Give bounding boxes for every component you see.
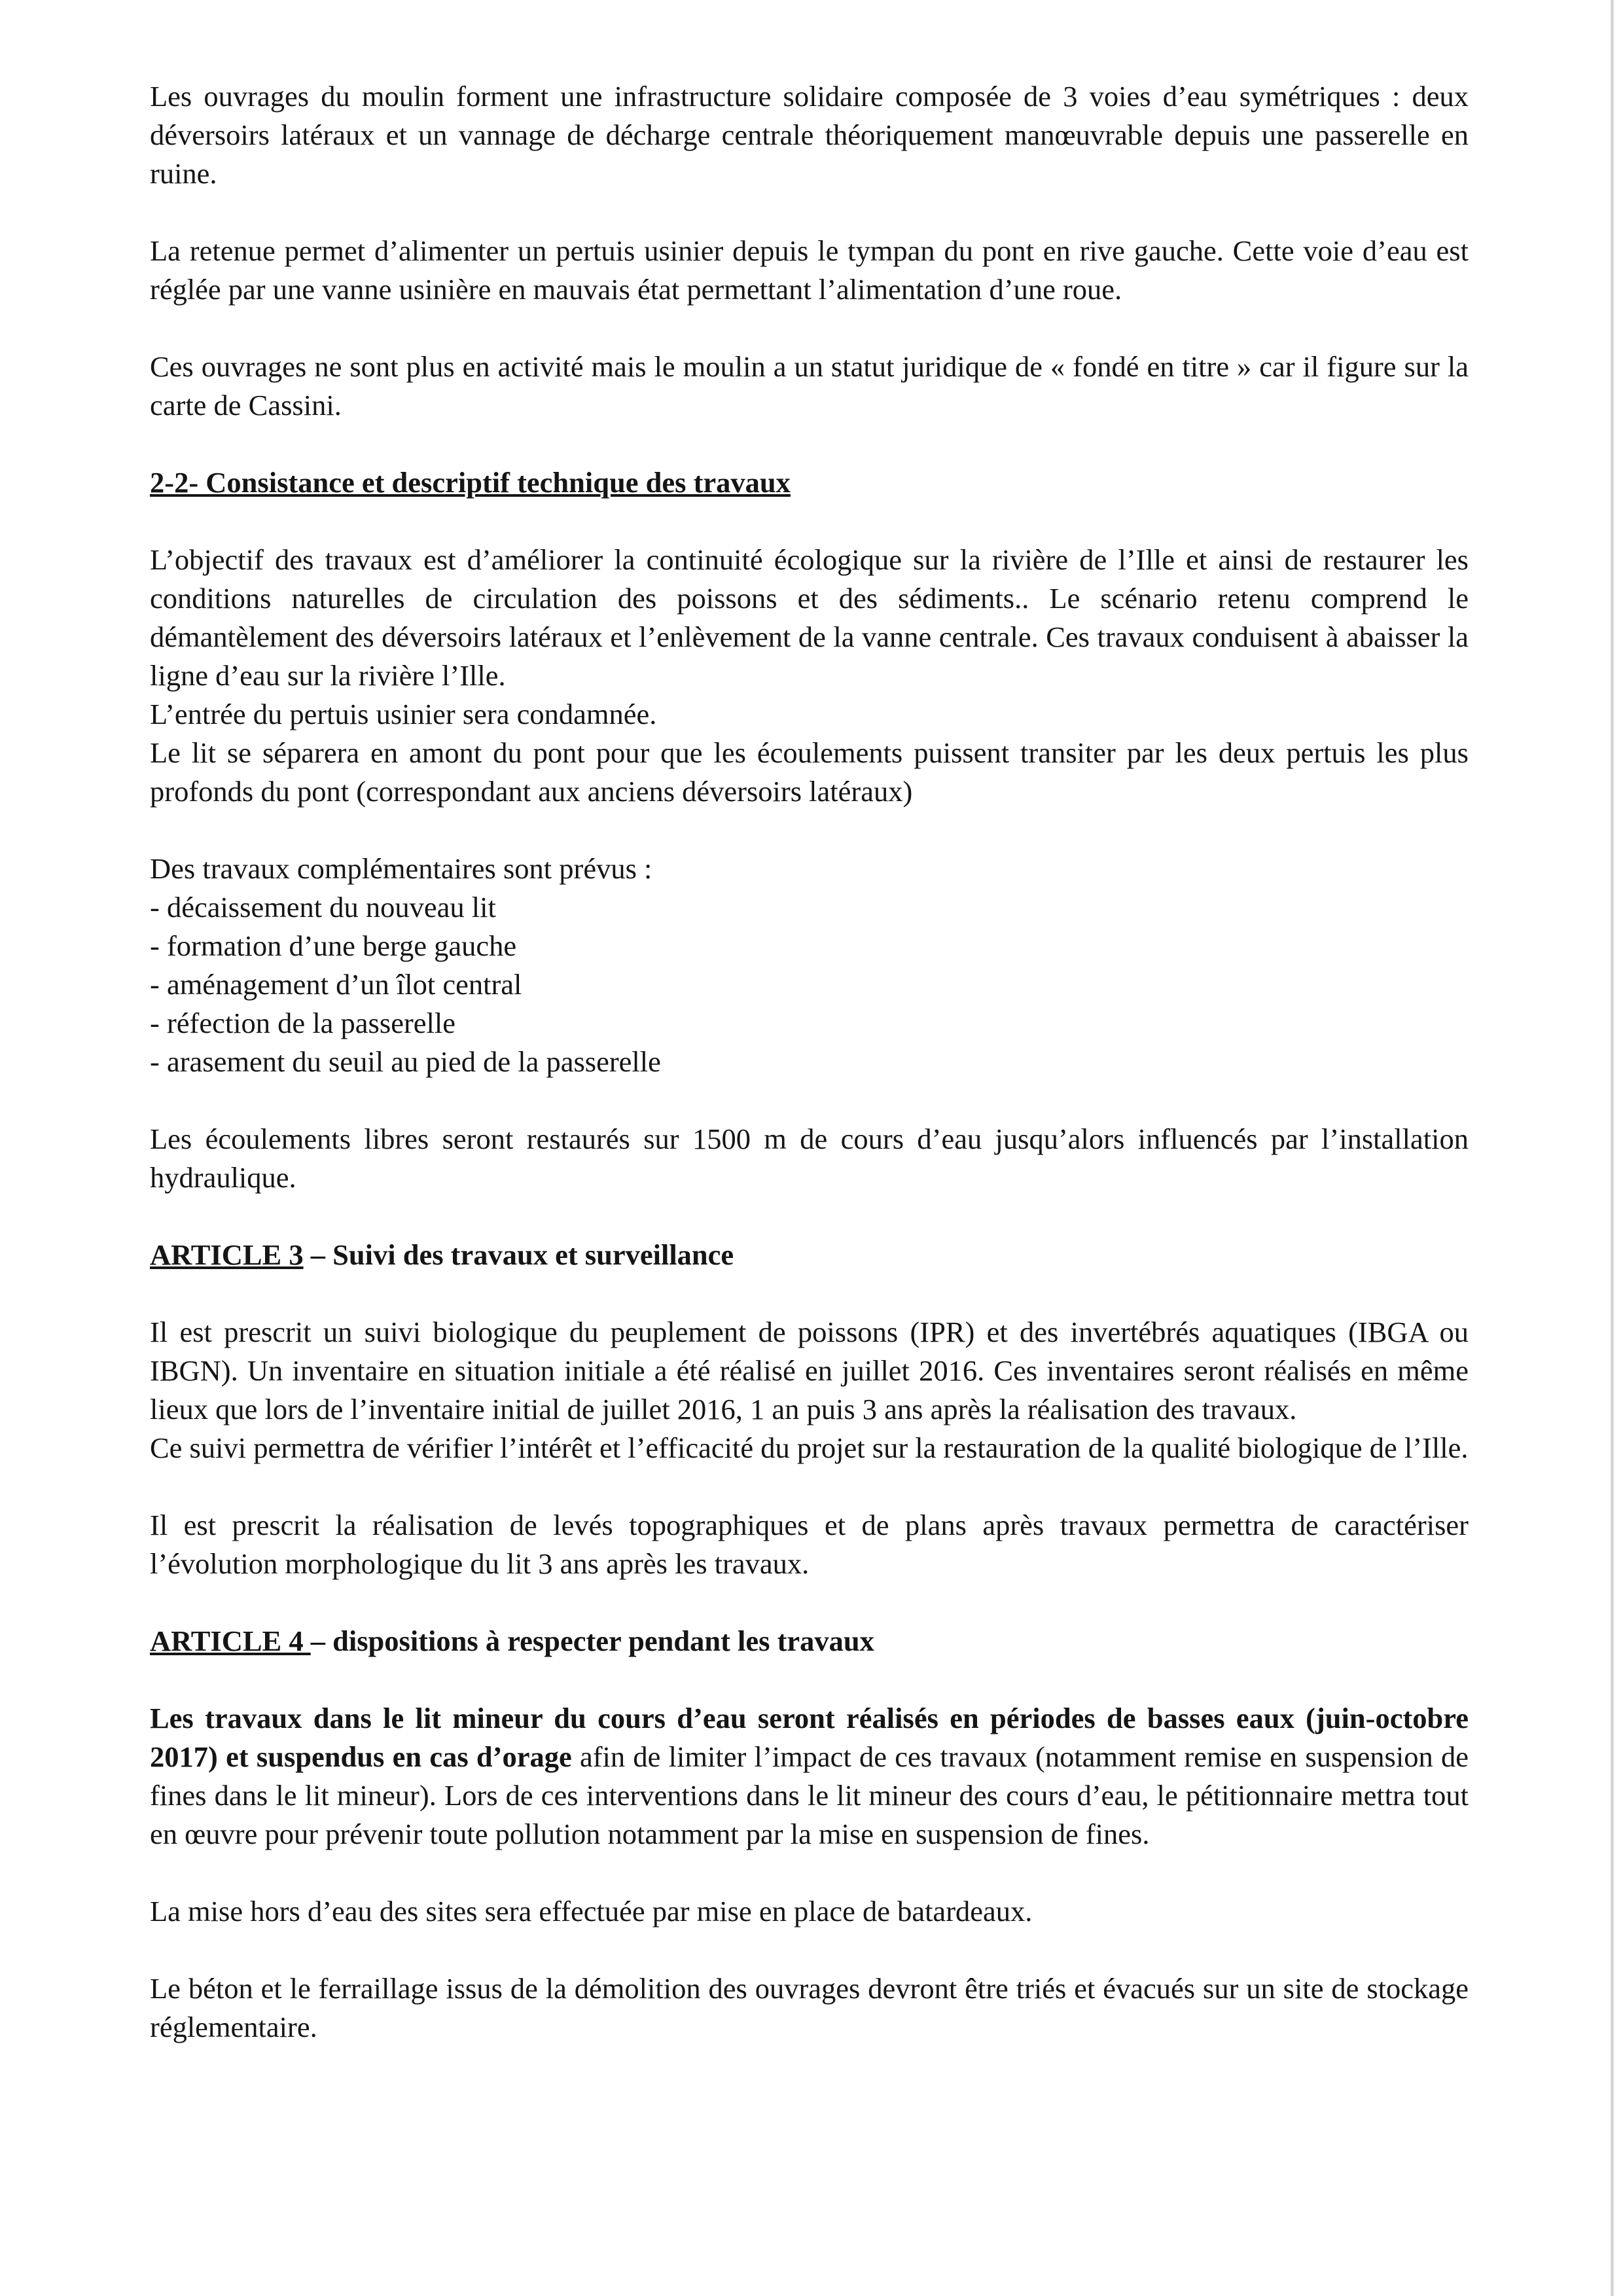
list-item: - arasement du seuil au pied de la passerelle — [150, 1045, 661, 1078]
paragraph-leves-topographiques: Il est prescrit la réalisation de levés topographiques et de plans après travaux permettra de caractériser l’évolution morphologique du lit 3 ans après les travaux. — [150, 1509, 1469, 1580]
paragraph-suivi-interet: Ce suivi permettra de vérifier l’intérêt et l’efficacité du projet sur la restauration de la qualité biologique de l’Ille. — [150, 1431, 1469, 1464]
article-3-label: ARTICLE 3 — [150, 1238, 304, 1271]
list-item: - décaissement du nouveau lit — [150, 891, 496, 924]
list-item: - formation d’une berge gauche — [150, 929, 517, 962]
paragraph-objectif: L’objectif des travaux est d’améliorer la continuité écologique sur la rivière de l’Ille et ainsi de restaurer les conditions naturelles de circulation des poissons et des sédiments.. Le scénario retenu comprend le démantèlement des déversoirs latéraux et l’enlèvement de la vanne centrale. Ces travaux conduisent à abaisser la ligne d’eau sur la rivière l’Ille. — [150, 543, 1469, 692]
list-item: - réfection de la passerelle — [150, 1007, 455, 1039]
document-body — [150, 77, 1469, 2047]
list-item: - aménagement d’un îlot central — [150, 968, 522, 1001]
paragraph-periodes-bold: Les travaux dans le lit mineur du cours d’eau seront réalisés en périodes de basses eaux (juin-octobre 2017) et suspendus en cas d’orage — [150, 1702, 1469, 1773]
article-4-label: ARTICLE 4 — [150, 1624, 311, 1657]
paragraph-suivi-biologique: Il est prescrit un suivi biologique du peuplement de poissons (IPR) et des invertébrés aquatiques (IBGA ou IBGN). Un inventaire en situation initiale a été réalisé en juillet 2016. Ces inventaires seront réalisés en même lieux que lors de l’inventaire initial de juillet 2016, 1 an puis 3 ans après la réalisation des travaux. — [150, 1316, 1469, 1426]
list-intro: Des travaux complémentaires sont prévus : — [150, 852, 652, 885]
travaux-list — [150, 888, 1469, 1081]
paragraph-ecoulements: Les écoulements libres seront restaurés sur 1500 m de cours d’eau jusqu’alors influencés par l’installation hydraulique. — [150, 1122, 1469, 1194]
section-heading-2-2: 2-2- Consistance et descriptif technique des travaux — [150, 466, 791, 499]
paragraph-periodes-rest: afin de limiter l’impact de ces travaux (notamment remise en suspension de fines dans le lit mineur). Lors de ces interventions dans le lit mineur des cours d’eau, le pétitionnaire mettra tout en œuvre pour prévenir toute pollution notamment par la mise en suspension de fines. — [150, 1740, 1469, 1850]
article-3-title: – Suivi des travaux et surveillance — [303, 1238, 734, 1271]
article-4-heading — [150, 1622, 1469, 1660]
paragraph-beton: Le béton et le ferraillage issus de la démolition des ouvrages devront être triés et évacués sur un site de stockage réglementaire. — [150, 1972, 1469, 2043]
paragraph-periodes-travaux — [150, 1699, 1469, 1854]
paragraph-ouvrages: Les ouvrages du moulin forment une infrastructure solidaire composée de 3 voies d’eau symétriques : deux déversoirs latéraux et un vannage de décharge centrale théoriquement manœuvrable depuis une passerelle en ruine. — [150, 80, 1469, 190]
paragraph-entree-pertuis: L’entrée du pertuis usinier sera condamnée. — [150, 698, 657, 730]
article-4-title: – dispositions à respecter pendant les travaux — [310, 1624, 874, 1657]
paragraph-batardeaux: La mise hors d’eau des sites sera effectuée par mise en place de batardeaux. — [150, 1895, 1033, 1928]
article-3-heading — [150, 1236, 1469, 1274]
paragraph-retenue: La retenue permet d’alimenter un pertuis usinier depuis le tympan du pont en rive gauche. Cette voie d’eau est réglée par une vanne usinière en mauvais état permettant l’alimentation d’une roue. — [150, 234, 1469, 306]
paragraph-lit-separation: Le lit se séparera en amont du pont pour que les écoulements puissent transiter par les deux pertuis les plus profonds du pont (correspondant aux anciens déversoirs latéraux) — [150, 736, 1469, 808]
paragraph-statut: Ces ouvrages ne sont plus en activité mais le moulin a un statut juridique de « fondé en titre » car il figure sur la carte de Cassini. — [150, 350, 1469, 422]
scan-edge — [1611, 0, 1614, 2296]
